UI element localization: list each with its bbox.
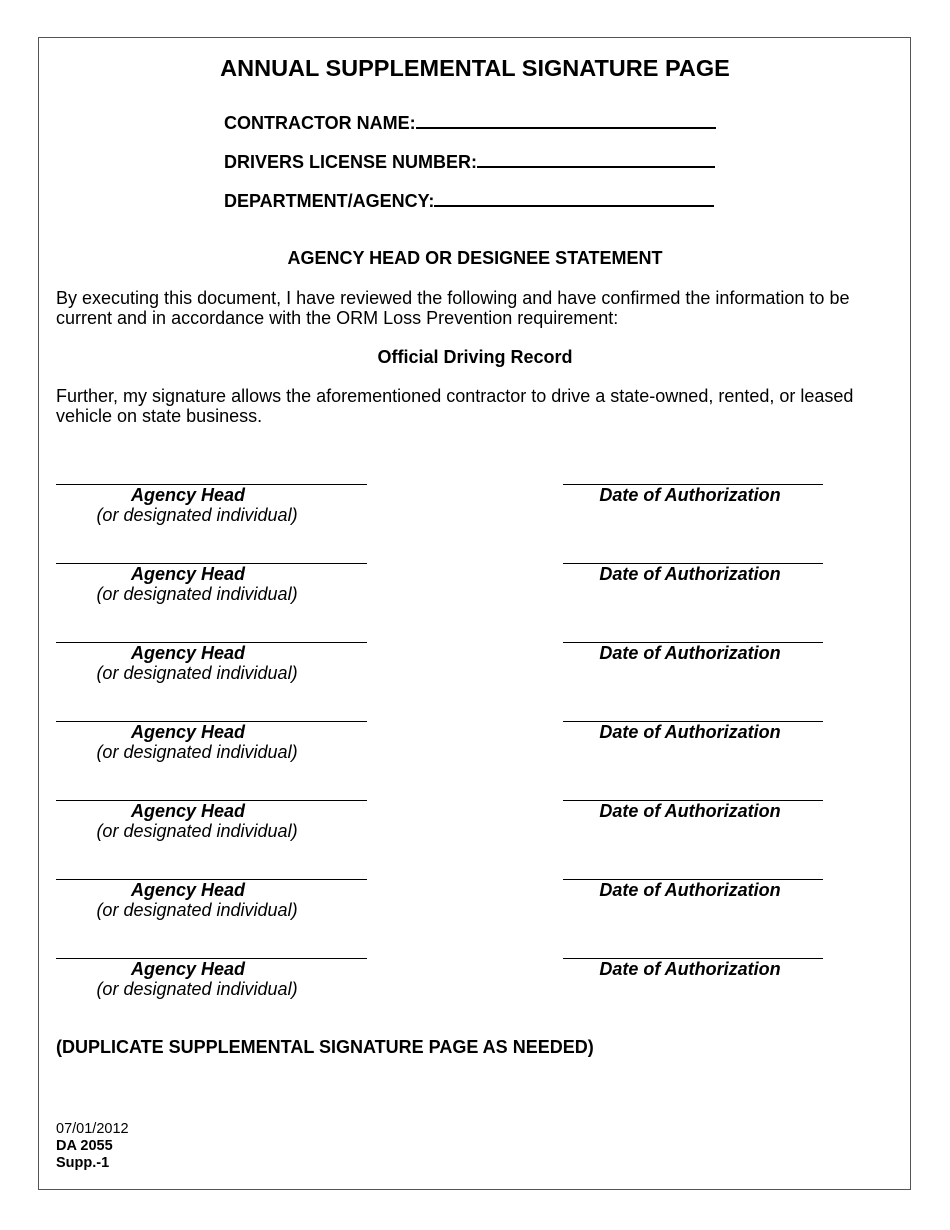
footer-supplement: Supp.-1 (56, 1155, 110, 1171)
date-of-authorization-label: Date of Authorization (599, 959, 781, 979)
designee-label: (or designated individual) (96, 900, 298, 920)
contractor-name-line[interactable] (416, 110, 716, 129)
record-heading: Official Driving Record (377, 347, 573, 367)
agency-head-label: Agency Head (130, 801, 246, 821)
page-title: ANNUAL SUPPLEMENTAL SIGNATURE PAGE (220, 55, 730, 81)
department-agency-field[interactable] (224, 188, 714, 212)
date-of-authorization-label: Date of Authorization (599, 643, 781, 663)
designee-label: (or designated individual) (96, 584, 298, 604)
designee-label: (or designated individual) (96, 821, 298, 841)
contractor-name-label: CONTRACTOR NAME: (224, 113, 416, 133)
date-of-authorization-label: Date of Authorization (599, 485, 781, 505)
drivers-license-label: DRIVERS LICENSE NUMBER: (224, 152, 478, 172)
designee-label: (or designated individual) (96, 505, 298, 525)
authorization-paragraph: Further, my signature allows the aforementioned contractor to drive a state-owned, rented, or leased vehicle on state business. (56, 386, 854, 426)
agency-head-label: Agency Head (130, 880, 246, 900)
designee-label: (or designated individual) (96, 742, 298, 762)
agency-head-label: Agency Head (130, 722, 246, 742)
statement-paragraph: By executing this document, I have reviewed the following and have confirmed the information to be current and in accordance with the ORM Loss Prevention requirement: (56, 288, 850, 328)
agency-head-label: Agency Head (130, 959, 246, 979)
footer-date: 07/01/2012 (56, 1121, 129, 1137)
date-of-authorization-label: Date of Authorization (599, 801, 781, 821)
date-of-authorization-label: Date of Authorization (599, 564, 781, 584)
footer-form-number: DA 2055 (56, 1138, 113, 1154)
date-of-authorization-label: Date of Authorization (599, 722, 781, 742)
agency-head-label: Agency Head (130, 643, 246, 663)
duplicate-note: (DUPLICATE SUPPLEMENTAL SIGNATURE PAGE AS NEEDED) (56, 1037, 594, 1057)
agency-head-label: Agency Head (130, 485, 246, 505)
date-of-authorization-label: Date of Authorization (599, 880, 781, 900)
drivers-license-line[interactable] (477, 149, 715, 168)
drivers-license-field[interactable] (224, 149, 715, 173)
agency-head-label: Agency Head (130, 564, 246, 584)
statement-heading: AGENCY HEAD OR DESIGNEE STATEMENT (287, 248, 663, 268)
department-agency-label: DEPARTMENT/AGENCY: (224, 191, 435, 211)
designee-label: (or designated individual) (96, 663, 298, 683)
designee-label: (or designated individual) (96, 979, 298, 999)
contractor-name-field[interactable] (224, 110, 716, 134)
department-agency-line[interactable] (434, 188, 714, 207)
